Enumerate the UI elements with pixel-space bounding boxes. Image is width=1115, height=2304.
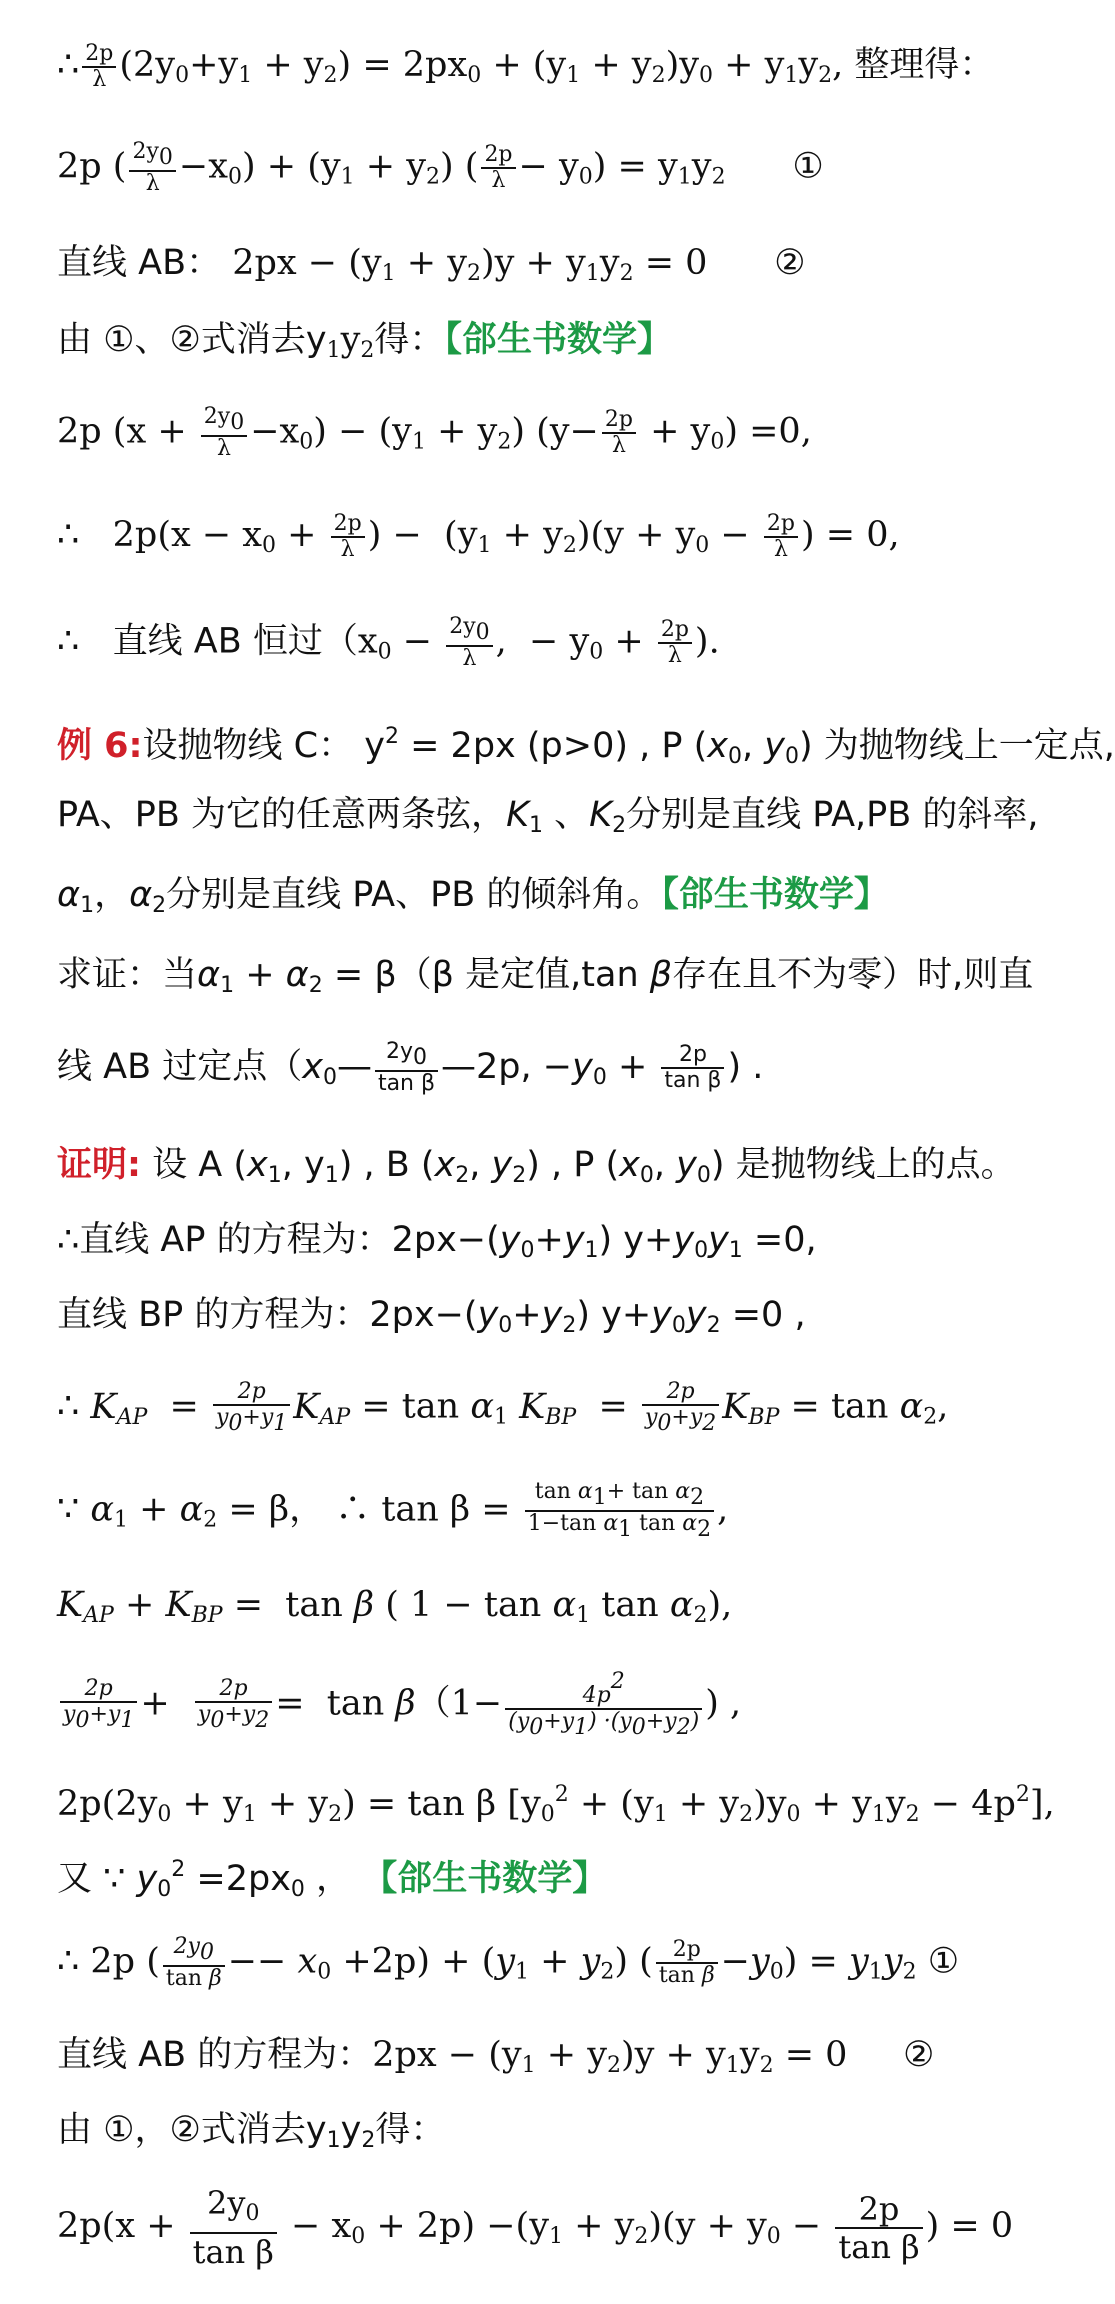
- line-ab-text: 直线 AB：: [57, 243, 222, 283]
- proof-line-12: 由 ①，②式消去$y_1y_2$得：: [57, 2110, 446, 2153]
- proof-line-11: 直线 AB 的方程为：$2px - (y_1 + y_2)y + y_1y_2 = 0$ ②: [57, 2035, 935, 2078]
- example-6-line-2: PA、PB 为它的任意两条弦，$K_1$ 、$K_2$分别是直线 PA,PB 的斜率,: [57, 795, 1039, 838]
- proof-line-6: $K_{AP} + K_{BP} = \tan \beta$ ( $1 - \tan \alpha_1$ $\tan \alpha_2$),: [57, 1585, 733, 1628]
- proof-line-10: ∴ 2p ( $\frac{2y_0}{\text{tan β}}$ −− $x_0 +2p) + (y_1 + y_2)$ ( $\frac{2p}{\text{tan β}}$ $-y_0) = y_1y_2$ ①: [57, 1934, 960, 1991]
- example-6-line-5: 线 AB 过定点（$x_0—$ $\frac{2y_0}{\text{tan β}}$ —2p, $-y_0$ + $\frac{2p}{\text{tan β}}$ ) .: [57, 1039, 764, 1096]
- proof-label: 证明:: [57, 1145, 141, 1185]
- eq-line-4: 由 ①、②式消去$y_1y_2$得：【郃生书数学】: [57, 320, 672, 363]
- circle-2-label: ②: [774, 243, 806, 283]
- example-6-line-3: $\alpha_1$，$\alpha_2$分别是直线 PA、PB 的倾斜角。【郃生书数学】: [57, 875, 889, 918]
- eq-line-6: ∴ $2p(x - x_0$ + $\frac{2p}{\lambda}$ ) − $(y_1 + y_2)(y + y_0$ − $\frac{2p}{\lambda}$ ) = 0,: [57, 510, 900, 562]
- example-6-line-1: 例 6:设抛物线 C： $y^2 = 2px$ (p>0) , P ($x_0$, $y_0$) 为抛物线上一定点,: [57, 724, 1115, 769]
- proof-line-5: ∵ $\alpha_1 + \alpha_2 = \beta$， ∴ tan β = $\frac{\tan \alpha_1+ \tan \alpha_2}{1-\tan \alpha_1 \tan \alpha_2}$ ,: [57, 1479, 729, 1542]
- eq-line-3: 直线 AB： $2px - (y_1 + y_2)y + y_1y_2 = 0$ ②: [57, 243, 806, 286]
- proof-line-7: $\frac{2p}{y_0+y_1}$ + $\frac{2p}{y_0+y_2}$ = tan β（1− $\frac{4p^2}{(y_0+y_1) \cdot(y_0+y_2)}$ ) ,: [57, 1670, 741, 1740]
- proof-line-2: ∴直线 AP 的方程为：$2px-(y_0+y_1)$ $y+y_0y_1 =0$,: [57, 1220, 817, 1263]
- eq-line-5: 2p (x + $\frac{2y_0}{\lambda}$ $-x_0) - (y_1 + y_2)$ (y− $\frac{2p}{\lambda}$ + $y_0) =0$,: [57, 404, 812, 461]
- proof-line-9: 又 ∵ $y_0^2 =2px_0$ ， 【郃生书数学】: [57, 1857, 608, 1902]
- eq-line-2: 2p ( $\frac{2y_0}{\lambda}$ $-x_0) + (y_1 + y_2)$ ( $\frac{2p}{\lambda}$ − $y_0) = y_1y_2$ ①: [57, 139, 824, 196]
- example-label: 例 6:: [57, 726, 143, 766]
- circle-1-label: ①: [792, 146, 824, 187]
- proof-line-3: 直线 BP 的方程为：$2px-(y_0+y_2)$ $y+y_0y_2 =0$ ,: [57, 1295, 806, 1338]
- eq-line-7: ∴ 直线 AB 恒过（$x_0$ − $\frac{2y_0}{\lambda}$ , − $y_0$ + $\frac{2p}{\lambda}$ ).: [57, 614, 720, 671]
- proof-line-13: 2p(x + $\frac{2y_0}{\text{tan β}}$ − $x_0 + 2p) -(y_1 + y_2)(y + y_0$ − $\frac{2p}{\text{tan β}}$ ) = 0: [57, 2184, 1014, 2271]
- eq-line-1: ∴ $\frac{2p}{\lambda}$ $(2y_0+y_1 + y_2) = 2px_0 + (y_1 + y_2)y_0 + y_1y_2$, 整理得：: [57, 40, 995, 92]
- proof-line-4: ∴ $K_{AP}$ = $\frac{2p}{y_0+y_1}$ $K_{AP} = \tan \alpha_1$ $K_{BP}$ = $\frac{2p}{y_0+y_2}$ $K_{BP} = \tan \alpha_2$,: [57, 1379, 949, 1436]
- proof-line-8: $2p(2y_0 + y_1 + y_2) = \tan \beta$ $[y_0^2 + (y_1 + y_2)y_0 + y_1y_2 - 4p^2]$,: [57, 1782, 1055, 1827]
- tidy-text: 整理得：: [854, 45, 995, 85]
- proof-line-1: 证明: 设 A ($x_1$, $y_1$) , B ($x_2$, $y_2$) , P ($x_0$, $y_0$) 是抛物线上的点。: [57, 1145, 1016, 1188]
- example-6-line-4: 求证：当$\alpha_1 + \alpha_2 = \beta(\beta$ 是定值,tan β存在且不为零）时,则直: [57, 955, 1034, 998]
- brand-text: 【郃生书数学】: [444, 320, 672, 360]
